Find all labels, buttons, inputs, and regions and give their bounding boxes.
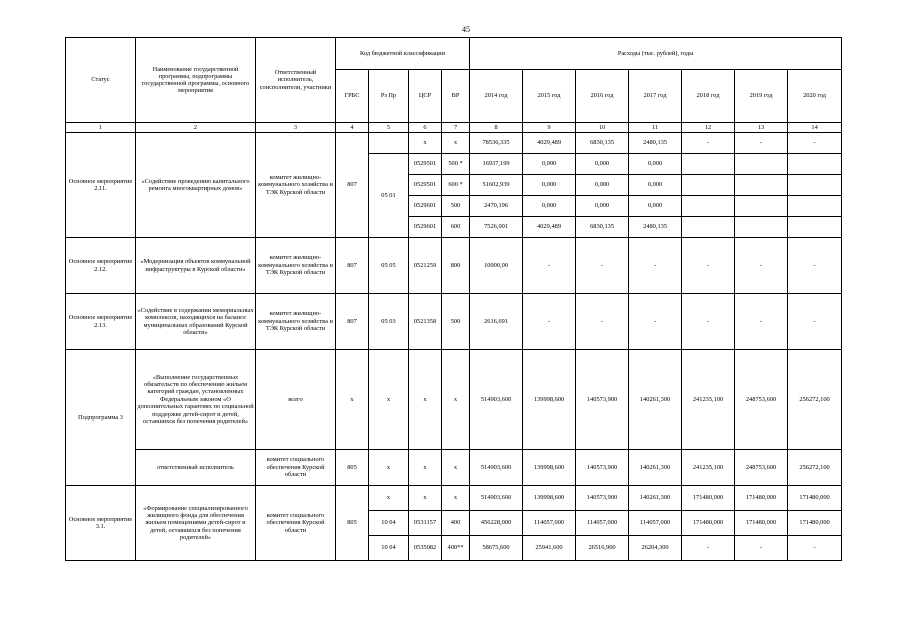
table-row [66, 450, 842, 486]
row-value: 140261,300 [629, 350, 682, 450]
table-row [66, 486, 842, 511]
row-value: 114057,000 [629, 511, 682, 536]
col-number: 9 [523, 123, 576, 133]
row-value: 256272,100 [788, 350, 842, 450]
row-value: 58675,600 [470, 536, 523, 561]
header-budget-code: Код бюджетной классификации [336, 38, 470, 70]
row-name: «Содействие проведению капитального ремонта многоквартирных домов» [136, 133, 256, 238]
row-value: 171480,000 [735, 511, 788, 536]
col-number: 14 [788, 123, 842, 133]
row-value [788, 175, 842, 196]
row-value [788, 154, 842, 175]
row-value [682, 175, 735, 196]
header-status: Статус [66, 38, 136, 123]
row-value: - [629, 238, 682, 294]
row-value: 4029,489 [523, 217, 576, 238]
row-value: 6830,135 [576, 217, 629, 238]
col-number: 5 [369, 123, 409, 133]
row-csr: 0521259 [409, 238, 442, 294]
row-value [682, 217, 735, 238]
row-value: 0,000 [523, 175, 576, 196]
header-csr: ЦСР [409, 70, 442, 123]
row-value: 514903,600 [470, 350, 523, 450]
row-value: - [682, 133, 735, 154]
col-number: 3 [256, 123, 336, 133]
col-number: 8 [470, 123, 523, 133]
header-year: 2017 год [629, 70, 682, 123]
row-value [735, 196, 788, 217]
row-csr: 0531157 [409, 511, 442, 536]
col-number: 12 [682, 123, 735, 133]
row-name: ответственный исполнитель [136, 450, 256, 486]
row-value: - [576, 294, 629, 350]
row-value: 114057,000 [576, 511, 629, 536]
row-value: - [523, 294, 576, 350]
row-csr: х [409, 486, 442, 511]
header-year: 2018 год [682, 70, 735, 123]
row-value: - [682, 294, 735, 350]
header-year: 2016 год [576, 70, 629, 123]
row-csr: 0535082 [409, 536, 442, 561]
row-rzpr: х [369, 350, 409, 450]
row-value: 140573,900 [576, 450, 629, 486]
row-value: 171480,000 [788, 486, 842, 511]
row-status: Основное мероприятие 3.1. [66, 486, 136, 561]
row-csr: 0529601 [409, 217, 442, 238]
row-vr: 600 * [442, 175, 470, 196]
row-rzpr: 05 05 [369, 238, 409, 294]
row-value: 248753,600 [735, 450, 788, 486]
row-csr: 0521358 [409, 294, 442, 350]
row-value: 51602,939 [470, 175, 523, 196]
row-value: 140261,300 [629, 486, 682, 511]
row-grbs: 807 [336, 238, 369, 294]
row-vr: х [442, 450, 470, 486]
row-value [735, 175, 788, 196]
row-status: Основное мероприятие 2.11. [66, 133, 136, 238]
row-vr: 500 [442, 196, 470, 217]
row-executor: комитет жилищно-коммунального хозяйства и ТЭК Курской области [256, 133, 336, 238]
row-status: Основное мероприятие 2.12. [66, 238, 136, 294]
header-name: Наименование государственной программы, подпрограммы государственной программы, основного мероприятия [136, 38, 256, 123]
row-value: - [576, 238, 629, 294]
header-year: 2020 год [788, 70, 842, 123]
row-value: - [682, 238, 735, 294]
row-value: 171480,000 [788, 511, 842, 536]
row-value: 140573,900 [576, 486, 629, 511]
row-executor: всего [256, 350, 336, 450]
row-value [682, 154, 735, 175]
header-rzpr: Рз Пр [369, 70, 409, 123]
row-value: 140261,300 [629, 450, 682, 486]
header-grbs: ГРБС [336, 70, 369, 123]
col-number: 1 [66, 123, 136, 133]
row-name: «Формирование специализированного жилищного фонда для обеспечения жильем помещениями детей-сирот и детей, оставшихся без попечения родителей» [136, 486, 256, 561]
table-row [66, 350, 842, 450]
row-value: - [788, 133, 842, 154]
row-vr: 400** [442, 536, 470, 561]
header-vr: ВР [442, 70, 470, 123]
row-value [788, 217, 842, 238]
page-number: 45 [462, 25, 470, 34]
row-vr: х [442, 133, 470, 154]
row-value: 0,000 [576, 196, 629, 217]
row-value: 2480,135 [629, 217, 682, 238]
column-number-row [66, 123, 842, 133]
row-status: Подпрограмма 3 [66, 350, 136, 486]
header-expenses: Расходы (тыс. рублей), годы [470, 38, 842, 70]
header-year: 2019 год [735, 70, 788, 123]
row-value: 241235,100 [682, 350, 735, 450]
row-value: - [735, 133, 788, 154]
row-csr: х [409, 450, 442, 486]
row-vr: 400 [442, 511, 470, 536]
col-number: 10 [576, 123, 629, 133]
row-value: 0,000 [523, 196, 576, 217]
row-value: 248753,600 [735, 350, 788, 450]
row-name: «Содействие в содержании мемориальных комплексов, находящихся на балансе муниципальных образований Курской области» [136, 294, 256, 350]
row-value: 241235,100 [682, 450, 735, 486]
row-vr: х [442, 486, 470, 511]
row-value: - [735, 536, 788, 561]
row-rzpr: 05 01 [369, 154, 409, 238]
row-rzpr: 10 04 [369, 511, 409, 536]
row-value [735, 154, 788, 175]
row-value: - [788, 238, 842, 294]
row-value: 514903,600 [470, 450, 523, 486]
row-value: 26516,900 [576, 536, 629, 561]
row-value: - [629, 294, 682, 350]
row-name: «Модернизация объектов коммунальной инфраструктуры в Курской области» [136, 238, 256, 294]
row-value: 6830,135 [576, 133, 629, 154]
row-csr: 0529501 [409, 154, 442, 175]
row-vr: 600 [442, 217, 470, 238]
row-value: 0,000 [629, 175, 682, 196]
row-value [682, 196, 735, 217]
row-csr: х [409, 350, 442, 450]
row-value: 16937,199 [470, 154, 523, 175]
row-csr: х [409, 133, 442, 154]
row-value: 114057,000 [523, 511, 576, 536]
row-value [735, 217, 788, 238]
row-grbs: 805 [336, 450, 369, 486]
row-value: 171480,000 [682, 486, 735, 511]
row-name: «Выполнение государственных обязательств по обеспечению жильем категорий граждан, установленных Федеральным законом «О дополнительных гарантиях по социальной поддержке детей-сирот и детей, оставшихся без попечения родителей» [136, 350, 256, 450]
col-number: 11 [629, 123, 682, 133]
row-rzpr: 05 03 [369, 294, 409, 350]
row-executor: комитет жилищно-коммунального хозяйства и ТЭК Курской области [256, 294, 336, 350]
row-value: - [788, 536, 842, 561]
row-status: Основное мероприятие 2.13. [66, 294, 136, 350]
row-csr: 0529501 [409, 175, 442, 196]
row-value: - [735, 294, 788, 350]
row-grbs: 807 [336, 294, 369, 350]
row-value: 0,000 [576, 154, 629, 175]
row-value: - [682, 536, 735, 561]
row-vr: 500 [442, 294, 470, 350]
col-number: 4 [336, 123, 369, 133]
header-executor: Ответственный исполнитель, соисполнители, участники [256, 38, 336, 123]
col-number: 7 [442, 123, 470, 133]
row-rzpr: 10 04 [369, 536, 409, 561]
row-value: 0,000 [629, 196, 682, 217]
budget-table [65, 37, 842, 561]
row-value: 10000,00 [470, 238, 523, 294]
row-executor: комитет жилищно-коммунального хозяйства и ТЭК Курской области [256, 238, 336, 294]
row-rzpr: х [369, 486, 409, 511]
header-year: 2014 год [470, 70, 523, 123]
row-value: 2480,135 [629, 133, 682, 154]
row-grbs: 807 [336, 133, 369, 238]
table-row [66, 294, 842, 350]
row-vr: х [442, 350, 470, 450]
row-value: 456228,000 [470, 511, 523, 536]
row-value: 139998,600 [523, 450, 576, 486]
col-number: 6 [409, 123, 442, 133]
col-number: 13 [735, 123, 788, 133]
col-number: 2 [136, 123, 256, 133]
row-grbs: х [336, 350, 369, 450]
row-value: 139998,600 [523, 486, 576, 511]
table-row [66, 238, 842, 294]
row-value: 2616,691 [470, 294, 523, 350]
row-value: 0,000 [523, 154, 576, 175]
row-value: 0,000 [629, 154, 682, 175]
row-value: 171480,000 [682, 511, 735, 536]
row-value: 25941,600 [523, 536, 576, 561]
row-vr: 500 * [442, 154, 470, 175]
row-value [788, 196, 842, 217]
row-value: 4029,489 [523, 133, 576, 154]
row-value: 256272,100 [788, 450, 842, 486]
row-csr: 0529601 [409, 196, 442, 217]
row-value: 26204,300 [629, 536, 682, 561]
row-value: 0,000 [576, 175, 629, 196]
row-value: - [735, 238, 788, 294]
row-value: 140573,900 [576, 350, 629, 450]
row-value: 2470,196 [470, 196, 523, 217]
row-executor: комитет социального обеспечения Курской области [256, 486, 336, 561]
row-value: 171480,000 [735, 486, 788, 511]
row-value: - [523, 238, 576, 294]
header-year: 2015 год [523, 70, 576, 123]
row-value: 139998,600 [523, 350, 576, 450]
row-rzpr: х [369, 450, 409, 486]
row-value: - [788, 294, 842, 350]
row-value: 7526,001 [470, 217, 523, 238]
row-value: 514903,600 [470, 486, 523, 511]
row-grbs: 805 [336, 486, 369, 561]
row-value: 78536,335 [470, 133, 523, 154]
table-row [66, 133, 842, 154]
row-executor: комитет социального обеспечения Курской области [256, 450, 336, 486]
row-vr: 800 [442, 238, 470, 294]
